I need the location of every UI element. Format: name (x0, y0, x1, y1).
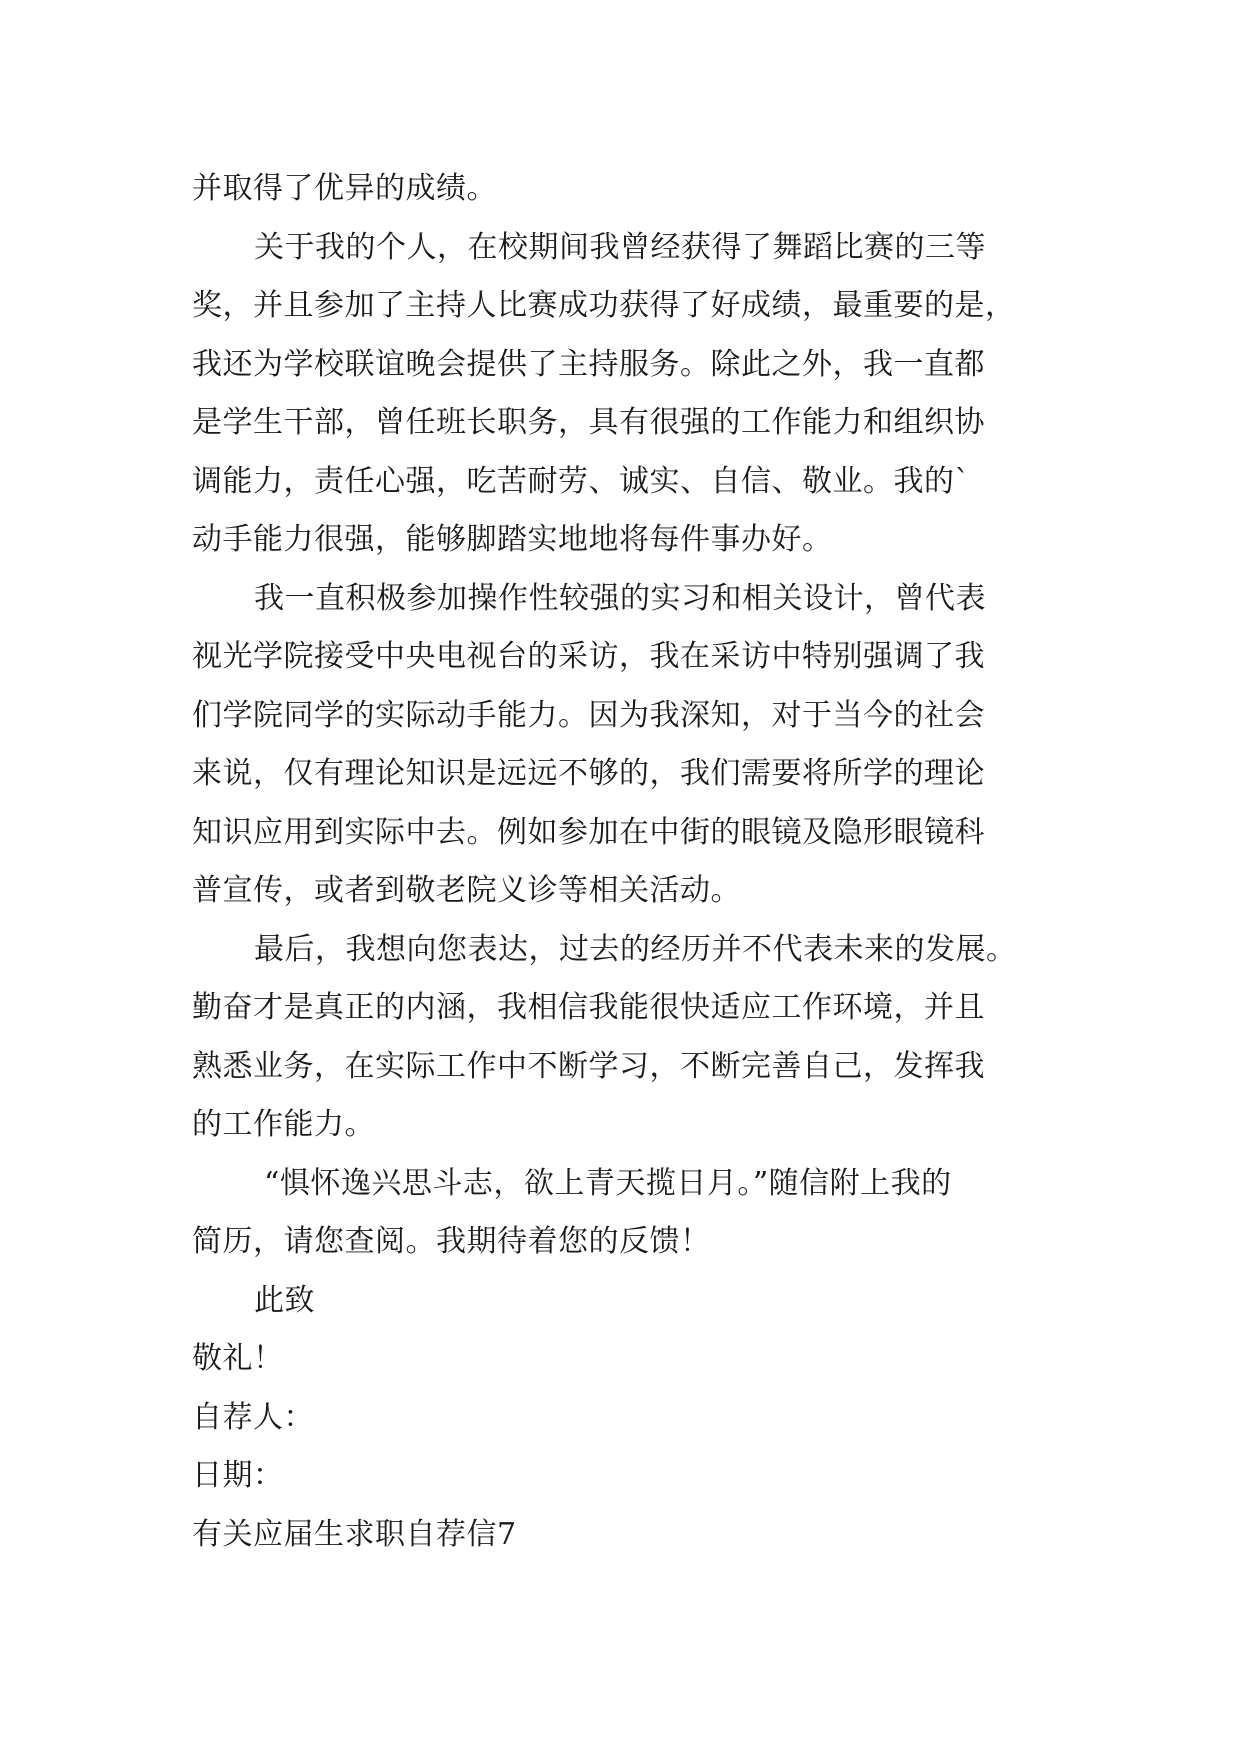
text-line: 知识应用到实际中去。例如参加在中街的眼镜及隐形眼镜科 (192, 814, 985, 850)
text-line: 简历，请您查阅。我期待着您的反馈！ (192, 1224, 711, 1259)
paragraph-practice-start: 我一直积极参加操作性较强的实习和相关设计，曾代表 (254, 580, 986, 616)
text-line: 我还为学校联谊晚会提供了主持服务。除此之外，我一直都 (192, 346, 985, 382)
letter-body (192, 160, 1052, 1564)
paragraph-quote-start: “惧怀逸兴思斗志，欲上青天揽日月。”随信附上我的 (264, 1165, 952, 1201)
text-line: 们学院同学的实际动手能力。因为我深知，对于当今的社会 (192, 697, 985, 733)
text-line: 熟悉业务，在实际工作中不断学习，不断完善自己，发挥我 (192, 1048, 985, 1084)
signature-label: 自荐人： (192, 1399, 314, 1435)
text-line: 来说，仅有理论知识是远远不够的，我们需要将所学的理论 (192, 756, 985, 791)
paragraph-personal-start: 关于我的个人，在校期间我曾经获得了舞蹈比赛的三等 (254, 229, 986, 265)
salutation-cizhi: 此致 (254, 1282, 315, 1318)
text-line: 视光学院接受中央电视台的采访，我在采访中特别强调了我 (192, 639, 985, 674)
text-line: 勤奋才是真正的内涵，我相信我能很快适应工作环境，并且 (192, 990, 985, 1025)
section-heading: 有关应届生求职自荐信7 (192, 1516, 517, 1552)
text-line: 并取得了优异的成绩。 (192, 171, 497, 206)
paragraph-closing-start: 最后，我想向您表达，过去的经历并不代表未来的发展。 (254, 931, 1017, 967)
text-line: 的工作能力。 (192, 1107, 375, 1142)
text-line: 奖，并且参加了主持人比赛成功获得了好成绩，最重要的是， (192, 288, 1016, 323)
text-line: 动手能力很强，能够脚踏实地地将每件事办好。 (192, 522, 833, 557)
text-line: 调能力，责任心强，吃苦耐劳、诚实、自信、敬业。我的` (192, 463, 970, 499)
text-line: 普宣传，或者到敬老院义诊等相关活动。 (192, 873, 741, 908)
date-label: 日期： (192, 1458, 284, 1493)
salutation-jingli: 敬礼！ (192, 1341, 284, 1376)
text-line: 是学生干部，曾任班长职务，具有很强的工作能力和组织协 (192, 405, 985, 440)
